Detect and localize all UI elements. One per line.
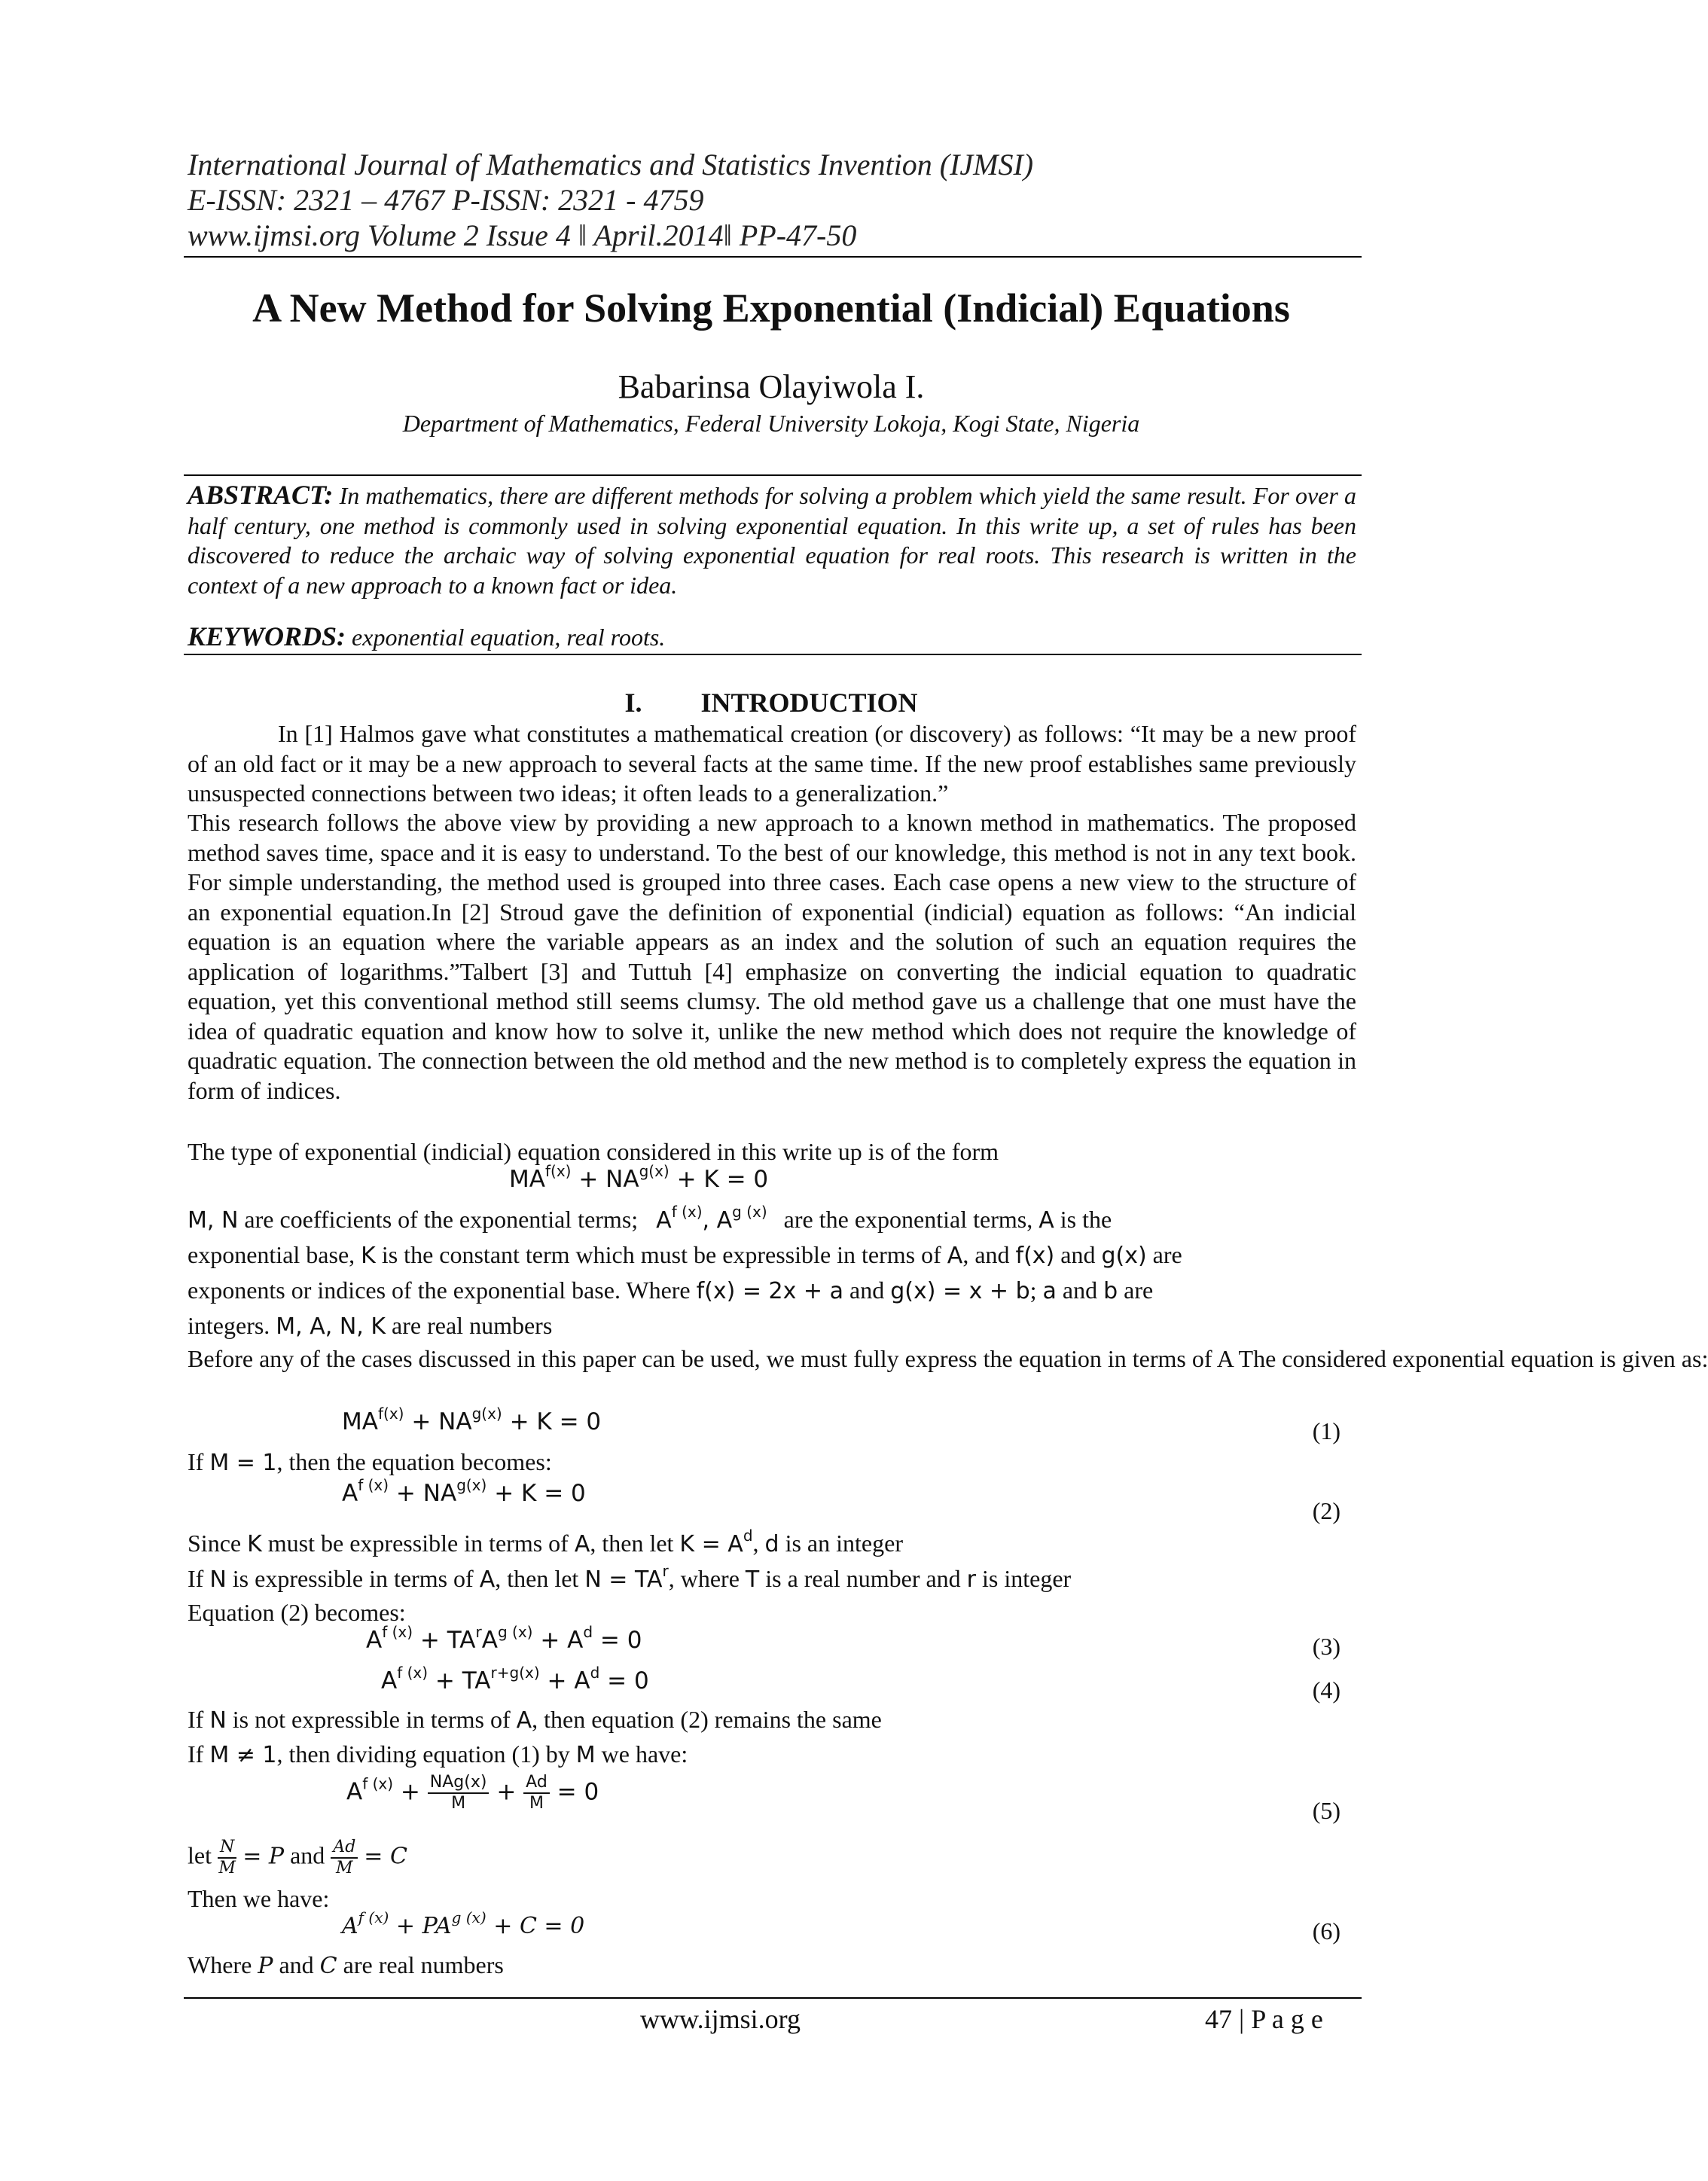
equation-number-6: (6)	[1312, 1917, 1340, 1945]
equation-4: $A^{f (x)} + TA^{r+g(x)} + A^d = 0$	[381, 1664, 649, 1694]
abstract	[188, 480, 1356, 600]
journal-name: International Journal of Mathematics and Statistics Invention (IJMSI)	[188, 148, 1034, 181]
equation-2: $A^{f (x)} + NA^{g(x)} + K = 0$	[342, 1476, 586, 1507]
if-m-equals-1: If M = 1, then the equation becomes:	[188, 1448, 552, 1476]
equation-number-1: (1)	[1312, 1417, 1340, 1444]
affiliation: Department of Mathematics, Federal University Lokoja, Kogi State, Nigeria	[402, 410, 1140, 437]
equation-number-3: (3)	[1312, 1633, 1340, 1660]
section-heading	[0, 687, 1542, 718]
equation-6: $A^{f (x)} + PA^{g (x)} + C = 0$	[342, 1908, 585, 1939]
equation-5: $A^{f (x)}$ + $\frac{\text{NAg(x)}}{M}$ + $\frac{Ad}{M}$ = 0	[346, 1773, 599, 1813]
since-k-line: Since K must be expressible in terms of A, then let $K = A^d$, d is an integer	[188, 1527, 903, 1557]
footer-page: 47 | P a g e	[1205, 2004, 1323, 2034]
let-line: let $\frac{N}{M}$ = P and $\frac{Ad}{M}$ = C	[188, 1838, 407, 1877]
intro-p1-text: In [1] Halmos gave what constitutes a mathematical creation (or discovery) as follows: “It may be a new proof of an old fact or it may be a new approach to several facts at the same time. If the new proof establishes same previously unsuspected connections between two ideas; it often leads to a generalization.”	[188, 720, 1356, 807]
volume-line: www.ijmsi.org Volume 2 Issue 4 ǁ April.2014ǁ PP-47-50	[188, 218, 857, 252]
n-not-expressible: If N is not expressible in terms of A, then equation (2) remains the same	[188, 1706, 882, 1734]
equation-number-5: (5)	[1312, 1797, 1340, 1824]
type-line: The type of exponential (indicial) equation considered in this write up is of the form	[188, 1138, 999, 1165]
then-we-have: Then we have:	[188, 1885, 330, 1912]
eq2-becomes: Equation (2) becomes:	[188, 1599, 406, 1626]
equation-number-4: (4)	[1312, 1676, 1340, 1704]
abstract-text: In mathematics, there are different methods for solving a problem which yield the same result. For over a half century, one method is commonly used in solving exponential equation. In this write up, a set of rules has been discovered to reduce the archaic way of solving exponential equation for real roots. This research is written in the context of a new approach to a known fact or idea.	[188, 482, 1357, 599]
abstract-top-rule	[184, 474, 1362, 476]
intro-paragraph-1	[188, 719, 1356, 809]
integers-line: integers. M, A, N, K are real numbers	[188, 1312, 553, 1340]
general-equation: $MA^{f(x)} + NA^{g(x)} + K = 0$	[509, 1162, 769, 1193]
abstract-label: ABSTRACT:	[188, 480, 334, 510]
author-name: Babarinsa Olayiwola I.	[618, 368, 925, 405]
keywords-rule	[184, 654, 1362, 655]
equation-3: $A^{f (x)} + TA^rA^{g (x)} + A^d = 0$	[366, 1623, 642, 1654]
footer-site: www.ijmsi.org	[640, 2004, 801, 2034]
keywords-text: exponential equation, real roots.	[352, 624, 666, 651]
header-rule	[184, 256, 1362, 258]
issn-line: E-ISSN: 2321 – 4767 P-ISSN: 2321 - 4759	[188, 183, 704, 217]
keywords-label: KEYWORDS:	[188, 621, 346, 651]
section-number: I.	[624, 688, 642, 718]
section-title: INTRODUCTION	[700, 688, 918, 718]
if-n-line: If N is expressible in terms of A, then let $N = TA^r$, where T is a real number and r is integer	[188, 1562, 1072, 1593]
intro-paragraph-2	[188, 808, 1356, 1106]
coefficients-line: M, N are coefficients of the exponential terms; $A^{f (x)}$, $A^{g (x)}$ are the exponential terms, A is the	[188, 1203, 1112, 1234]
m-not-equal-1: If M ≠ 1, then dividing equation (1) by M we have:	[188, 1740, 688, 1768]
before-line-1: Before any of the cases discussed in this paper can be used, we must fully express the equation in terms of A The considered exponential equation is given as:	[188, 1345, 1708, 1372]
equation-1: $MA^{f(x)} + NA^{g(x)} + K = 0$	[342, 1405, 602, 1435]
keywords	[188, 622, 665, 651]
footer-rule	[184, 1997, 1362, 1999]
intro-p2-text: This research follows the above view by providing a new approach to a known method in mathematics. The proposed method saves time, space and it is easy to understand. To the best of our knowledge, this method is not in any text book. For simple understanding, the method used is grouped into three cases. Each case opens a new view to the structure of an exponential equation.In [2] Stroud gave the definition of exponential (indicial) equation as follows: “An indicial equation is an equation where the variable appears as an index and the solution of such an equation requires the application of logarithms.”Talbert [3] and Tuttuh [4] emphasize on converting the indicial equation to quadratic equation, yet this conventional method still seems clumsy. The old method gave us a challenge that one must have the idea of quadratic equation and know how to solve it, unlike the new method which does not require the knowledge of quadratic equation. The connection between the old method and the new method is to completely express the equation in form of indices.	[188, 809, 1356, 1104]
base-line: exponential base, K is the constant term which must be expressible in terms of A, and f(x) and g(x) are	[188, 1241, 1182, 1269]
where-line: Where P and C are real numbers	[188, 1951, 504, 1979]
equation-number-2: (2)	[1312, 1497, 1340, 1524]
paper-title: A New Method for Solving Exponential (Indicial) Equations	[252, 285, 1290, 331]
exponents-line: exponents or indices of the exponential base. Where f(x) = 2x + a and g(x) = x + b; a and b are	[188, 1277, 1154, 1304]
